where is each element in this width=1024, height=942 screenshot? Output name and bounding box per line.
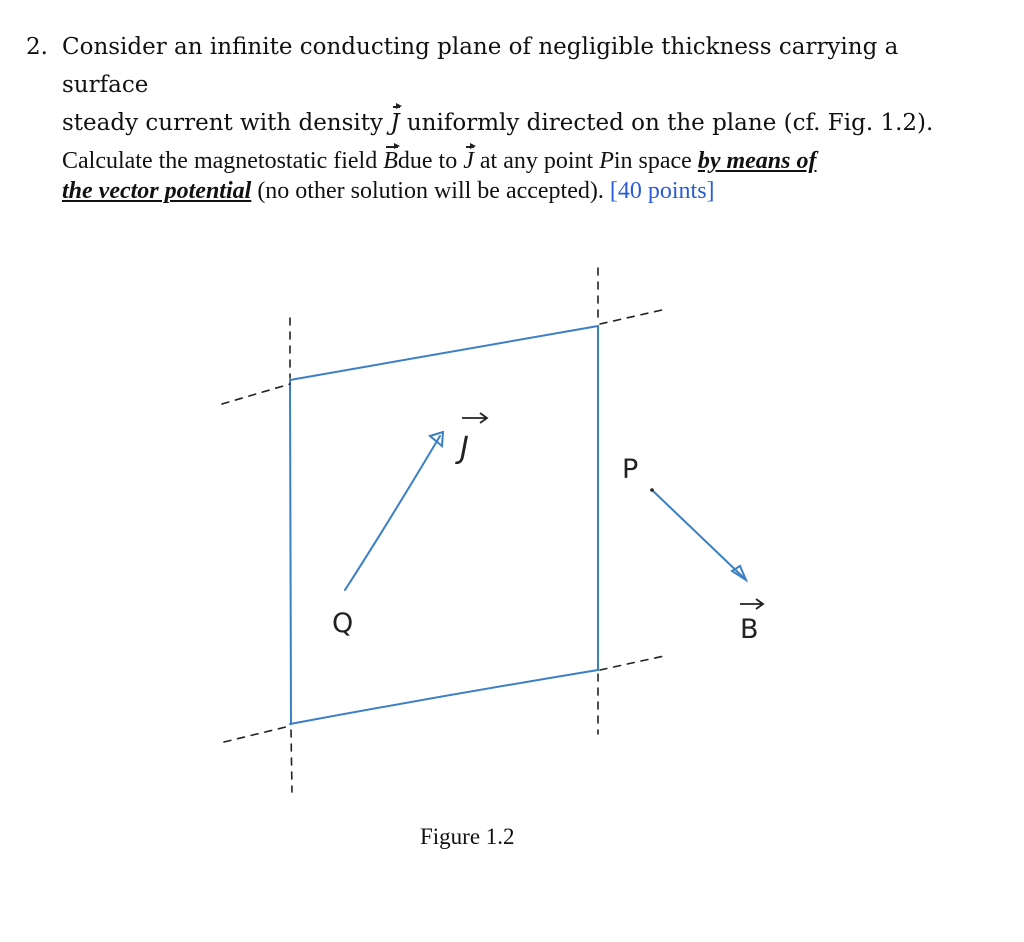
dash-left-lower xyxy=(291,730,292,792)
current-density-symbol: J xyxy=(390,104,399,142)
arrow-j-line xyxy=(345,436,440,590)
current-density-symbol-2: J xyxy=(463,144,474,178)
emphasis-vector-potential: the vector potential xyxy=(62,178,252,204)
problem-number: 2. xyxy=(26,34,48,60)
arrow-b-line xyxy=(652,490,744,578)
plane-left-edge xyxy=(290,380,291,724)
dash-top-left xyxy=(222,384,290,404)
label-j-arrow xyxy=(462,413,487,423)
dash-bottom-right xyxy=(600,656,664,670)
dash-top-right xyxy=(600,310,662,324)
problem-line-4: the vector potential (no other solution will be accepted). [40 points] xyxy=(62,178,715,204)
figure-caption: Figure 1.2 xyxy=(420,824,515,849)
label-b: B xyxy=(740,614,759,645)
plane-bottom-edge xyxy=(290,670,598,724)
point-p-dot xyxy=(650,488,654,492)
emphasis-by-means-of: by means of xyxy=(697,148,817,174)
label-q: Q xyxy=(332,608,354,639)
points-badge: [40 points] xyxy=(609,178,715,204)
label-p: P xyxy=(622,454,639,485)
arrow-j-head xyxy=(430,432,443,446)
point-p-symbol: P xyxy=(599,148,614,174)
magnetic-field-symbol: B xyxy=(383,144,398,178)
problem-line-3: Calculate the magnetostatic field Bdue to J at any point Pin space by means of xyxy=(26,144,986,178)
dash-bottom-left xyxy=(224,726,290,742)
label-b-arrow xyxy=(740,599,763,609)
plane-top-edge xyxy=(290,326,598,380)
problem-line-2: steady current with density J uniformly directed on the plane (cf. Fig. 1.2). xyxy=(26,104,986,142)
problem-line-1: Consider an infinite conducting plane of negligible thickness carrying a surface xyxy=(62,34,899,98)
label-j: J xyxy=(460,431,469,466)
